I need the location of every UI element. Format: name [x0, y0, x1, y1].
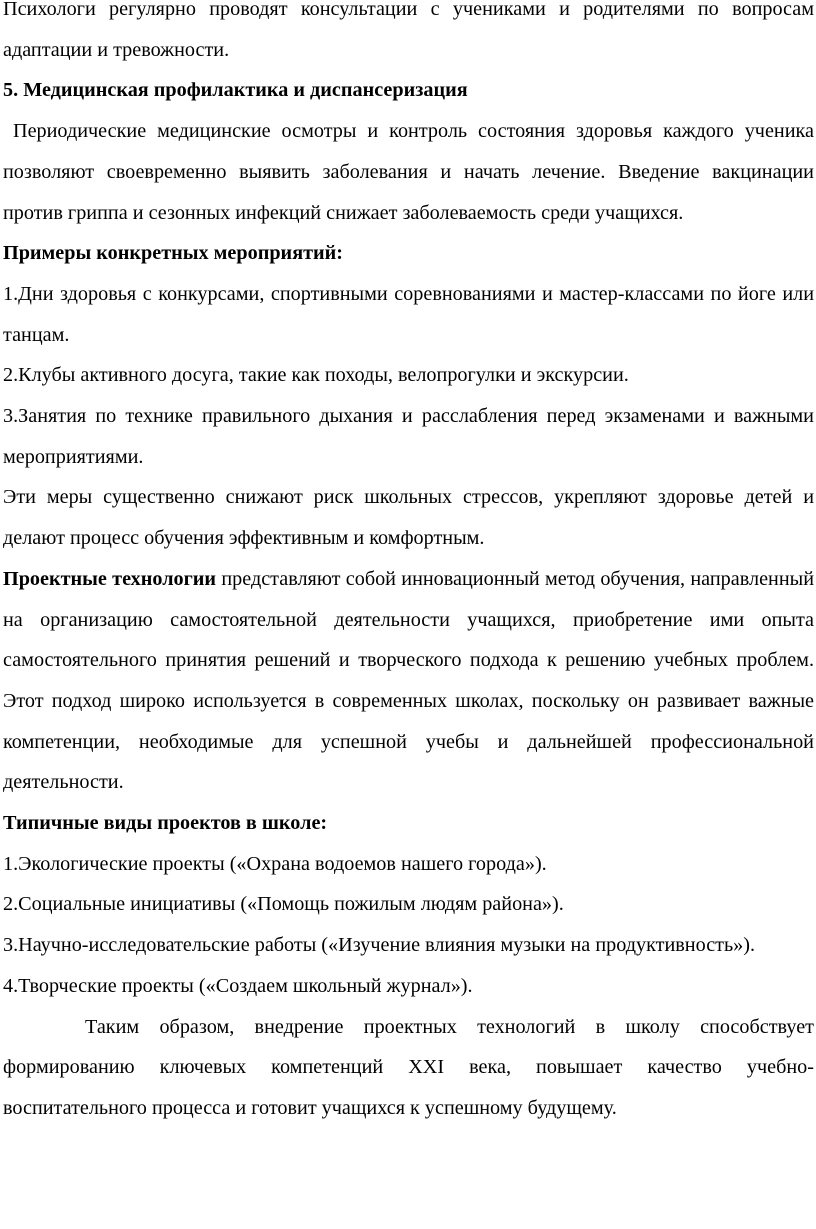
list-item-project-3: 3.Научно-исследовательские работы («Изучение влияния музыки на продуктивность»).	[3, 934, 756, 957]
heading-examples: Примеры конкретных мероприятий:	[3, 242, 344, 265]
paragraph-project-technologies-text: представляют собой инновационный метод обучения, направленный на организацию самостоятельной деятельности учащихся, приобретение ими опыта самостоятельного принятия решений и творческого подхода к решению учебных проблем. Этот подход широко используется в современных школах, поскольку он развивает важные компетенции, необходимые для успешной учебы и дальнейшей профессиональной деятельности.	[3, 567, 815, 794]
paragraph-psychologists: Психологи регулярно проводят консультации с учениками и родителями по вопросам адаптации и тревожности.	[3, 0, 814, 61]
section-heading-medical: 5. Медицинская профилактика и диспансеризация	[3, 79, 468, 102]
paragraph-measures-summary: Эти меры существенно снижают риск школьных стрессов, укрепляют здоровье детей и делают процесс обучения эффективным и комфортным.	[3, 486, 814, 550]
paragraph-project-technologies	[3, 559, 814, 803]
list-item-project-2: 2.Социальные инициативы («Помощь пожилым людям района»).	[3, 893, 564, 916]
list-item-example-2: 2.Клубы активного досуга, такие как походы, велопрогулки и экскурсии.	[3, 364, 629, 387]
list-item-project-4: 4.Творческие проекты («Создаем школьный журнал»).	[3, 974, 473, 997]
list-item-example-3: 3.Занятия по технике правильного дыхания и расслабления перед экзаменами и важными мероприятиями.	[3, 405, 814, 468]
term-project-technologies: Проектные технологии	[3, 567, 217, 590]
list-item-example-1: 1.Дни здоровья с конкурсами, спортивными соревнованиями и мастер-классами по йоге или танцам.	[3, 282, 814, 346]
list-item-project-1: 1.Экологические проекты («Охрана водоемов нашего города»).	[3, 852, 547, 875]
heading-project-types: Типичные виды проектов в школе:	[3, 812, 328, 835]
paragraph-conclusion: Таким образом, внедрение проектных технологий в школу способствует формированию ключевых компетенций XXI века, повышает качество учебно-воспитательного процесса и готовит учащихся к успешному будущему.	[3, 1015, 814, 1119]
paragraph-medical: Периодические медицинские осмотры и контроль состояния здоровья каждого ученика позволяют своевременно выявить заболевания и начать лечение. Введение вакцинации против гриппа и сезонных инфекций снижает заболеваемость среди учащихся.	[3, 120, 814, 224]
